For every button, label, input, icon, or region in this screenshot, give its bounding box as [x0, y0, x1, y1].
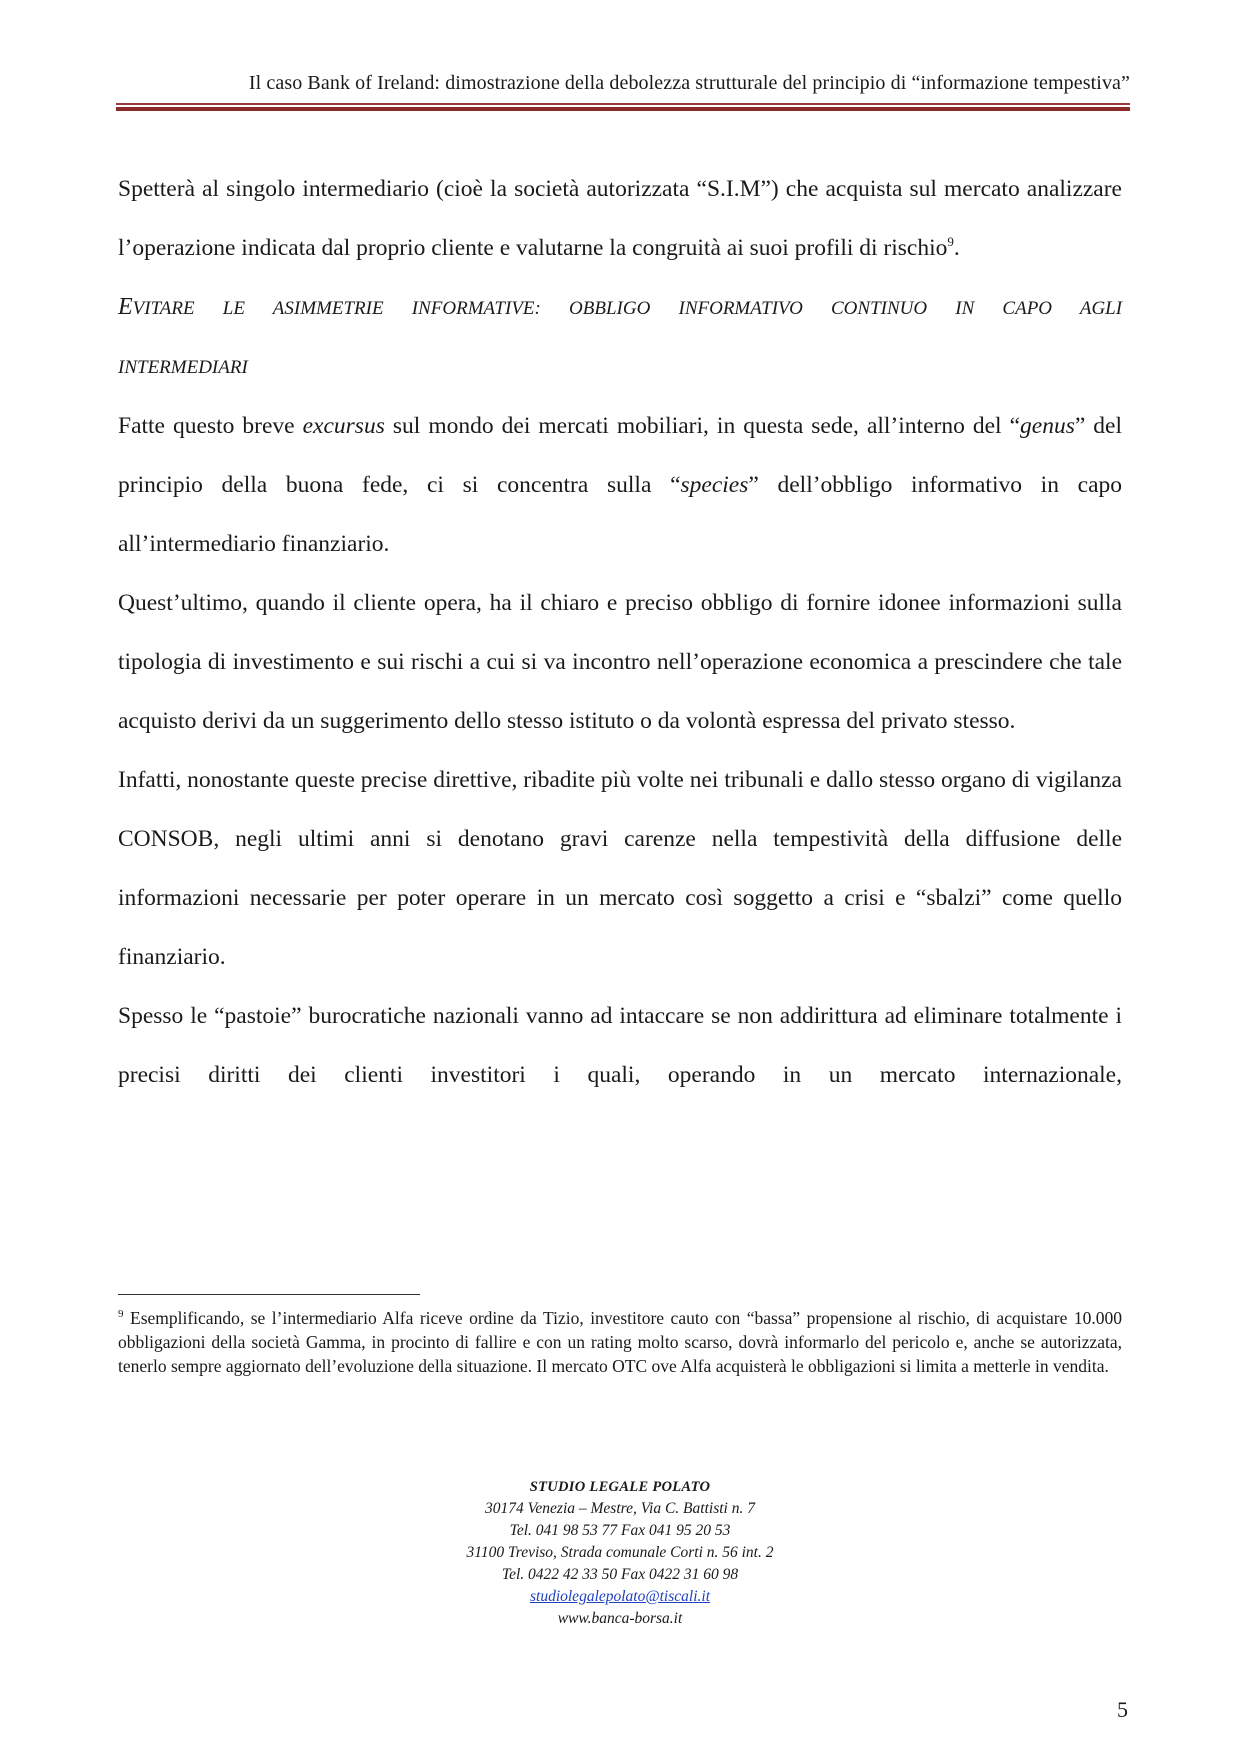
footer-website: www.banca-borsa.it	[557, 1610, 683, 1627]
footnote-number: 9	[118, 1308, 124, 1321]
page-footer	[0, 1476, 1240, 1630]
paragraph-5: Spesso le “pastoie” burocratiche nazionali vanno ad intaccare se non addirittura ad eliminare totalmente i precisi diritti dei clienti investitori i quali, operando in un mercato internazionale,	[118, 1003, 1122, 1088]
term-genus: genus	[1020, 413, 1075, 439]
footnote-ref[interactable]: 9	[947, 234, 954, 250]
term-species: species	[680, 472, 749, 498]
footnote-text: Esemplificando, se l’intermediario Alfa riceve ordine da Tizio, investitore cauto con “bassa” propensione al rischio, di acquistare 10.000 obbligazioni della società Gamma, in procinto di fallire e con un rating molto scarso, dovrà informarlo del pericolo e, anche se autorizzata, tenerlo sempre aggiornato dell’evoluzione della situazione. Il mercato OTC ove Alfa acquisterà le obbligazioni si limita a metterle in vendita.	[118, 1308, 1122, 1376]
paragraph-1-end: .	[953, 235, 960, 261]
footer-phone-venezia: Tel. 041 98 53 77 Fax 041 95 20 53	[509, 1522, 731, 1539]
paragraph-2-part-c: ” del principio della buona fede, ci si concentra sulla “	[118, 413, 1123, 498]
term-excursus: excursus	[302, 413, 385, 439]
document-body	[118, 160, 1122, 1105]
paragraph-2	[118, 397, 1122, 574]
paragraph-2-part-b: sul mondo dei mercati mobiliari, in questa sede, all’interno del “	[384, 413, 1021, 439]
page-number: 5	[1117, 1697, 1128, 1722]
footer-phone-treviso: Tel. 0422 42 33 50 Fax 0422 31 60 98	[501, 1566, 739, 1583]
footnote-separator	[118, 1294, 420, 1295]
section-heading-line-2: INTERMEDIARI	[118, 357, 248, 378]
section-heading	[118, 278, 1122, 397]
section-heading-line-1: EVITARE LE ASIMMETRIE INFORMATIVE: OBBLIGO INFORMATIVO CONTINUO IN CAPO AGLI	[118, 294, 1123, 320]
paragraph-3: Quest’ultimo, quando il cliente opera, ha il chiaro e preciso obbligo di fornire idonee informazioni sulla tipologia di investimento e sui rischi a cui si va incontro nell’operazione economica a prescindere che tale acquisto derivi da un suggerimento dello stesso istituto o da volontà espressa del privato stesso.	[118, 590, 1122, 734]
footnote-9	[118, 1306, 1122, 1378]
paragraph-2-part-d: ” dell’obbligo informativo in capo all’intermediario finanziario.	[118, 472, 1122, 557]
paragraph-4: Infatti, nonostante queste precise direttive, ribadite più volte nei tribunali e dallo stesso organo di vigilanza CONSOB, negli ultimi anni si denotano gravi carenze nella tempestività della diffusione delle informazioni necessarie per poter operare in un mercato così soggetto a crisi e “sbalzi” come quello finanziario.	[118, 767, 1122, 970]
paragraph-2-part-a: Fatte questo breve	[118, 413, 303, 439]
paragraph-1-text: Spetterà al singolo intermediario (cioè la società autorizzata “S.I.M”) che acquista sul mercato analizzare l’operazione indicata dal proprio cliente e valutarne la congruità ai suoi profili di rischio	[118, 176, 1122, 261]
header-rule-thick	[116, 107, 1130, 111]
header-rule-thin	[116, 103, 1130, 105]
footer-address-venezia: 30174 Venezia – Mestre, Via C. Battisti n. 7	[485, 1500, 755, 1517]
footer-address-treviso: 31100 Treviso, Strada comunale Corti n. 56 int. 2	[466, 1544, 774, 1561]
paragraph-1	[118, 160, 1122, 278]
footer-email-link[interactable]: studiolegalepolato@tiscali.it	[529, 1588, 710, 1605]
footer-studio-name: STUDIO LEGALE POLATO	[529, 1479, 711, 1495]
header-title: Il caso Bank of Ireland: dimostrazione della debolezza strutturale del principio di “informazione tempestiva”	[248, 72, 1130, 94]
